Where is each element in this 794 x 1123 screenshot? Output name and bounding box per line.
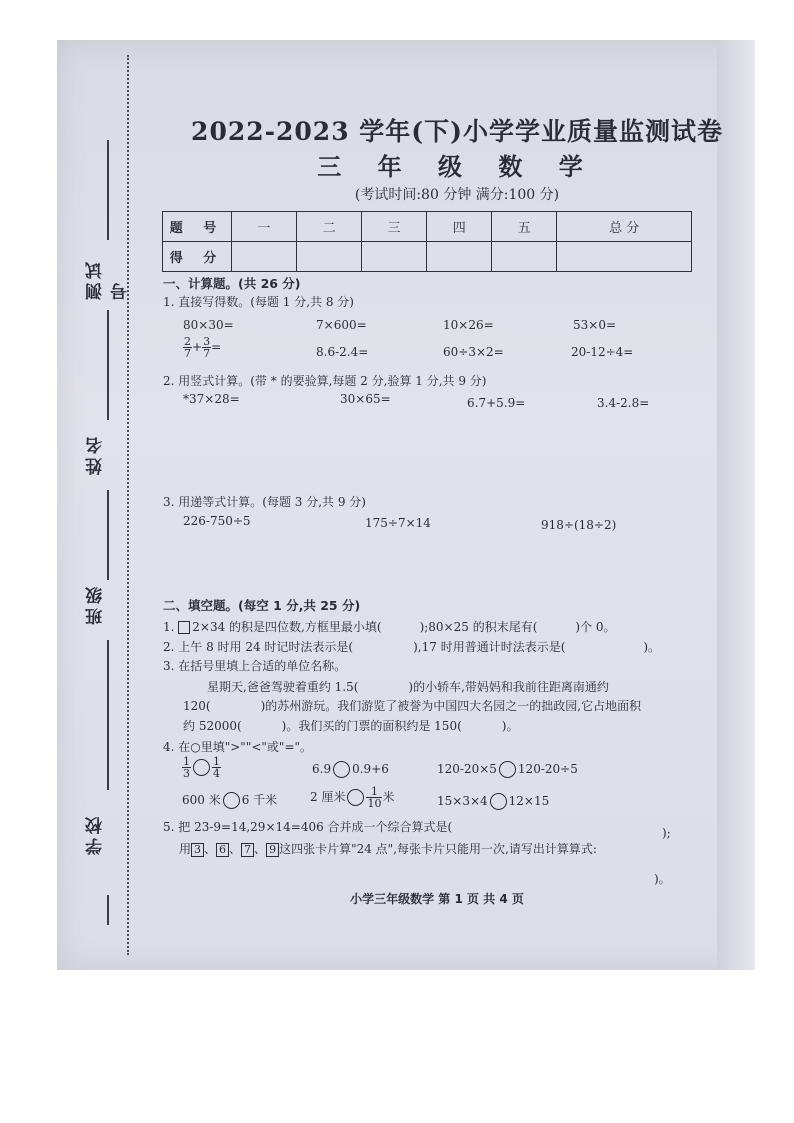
id-underline: [107, 140, 109, 240]
exam-info: (考试时间:80 分钟 满分:100 分): [354, 187, 560, 203]
q1-item: 10×26=: [443, 318, 494, 332]
compare-f: 15×3×4 12×15: [437, 794, 550, 808]
compare-circle[interactable]: [499, 761, 516, 778]
col-4: 四: [427, 212, 492, 242]
number-card: 3: [191, 843, 204, 857]
subject-title: 三 年 级 数 学: [317, 152, 597, 181]
compare-d: 600 米 6 千米: [182, 793, 278, 807]
binding-line: [127, 55, 131, 955]
compare-e: 2 厘米 $\frac{1}{10}$ 米: [310, 785, 395, 810]
score-cell[interactable]: [427, 242, 492, 272]
class-underline: [107, 490, 109, 580]
name-label: 姓名: [86, 433, 106, 475]
q2-item: 6.7+5.9=: [467, 396, 526, 410]
q1-label: 1. 直接写得数。(每题 1 分,共 8 分): [163, 295, 354, 309]
page-footer: 小学三年级数学 第 1 页 共 4 页: [350, 892, 524, 906]
q2-item: 3.4-2.8=: [597, 396, 650, 410]
fraction: $\frac{2}{7}$: [184, 335, 191, 360]
col-1: 一: [232, 212, 297, 242]
fraction: $\frac{1}{3}$: [183, 755, 190, 780]
fill-q6-end: )。: [654, 872, 671, 886]
exam-title: 2022-2023 学年(下)小学学业质量监测试卷: [191, 117, 723, 146]
compare-circle[interactable]: [490, 793, 507, 810]
compare-a: [182, 756, 221, 779]
fill-q3-label: 3. 在括号里填上合适的单位名称。: [163, 659, 347, 673]
q1-item: 20-12÷4=: [571, 345, 634, 359]
fraction: $\frac{1}{10}$: [367, 785, 382, 810]
fill-q1: 1. 2×34 的积是四位数,方框里最小填( );80×25 的积末尾有( )个 0。: [163, 620, 616, 634]
score-cell[interactable]: [557, 242, 692, 272]
fill-q3-line3: 约 52000( )。我们买的门票的面积约是 150( )。: [183, 719, 519, 733]
fraction: $\frac{3}{7}$: [203, 335, 211, 360]
score-cell[interactable]: [492, 242, 557, 272]
fill-q6: 用 3 、 6 、 7 、 9 这四张卡片算"24 点",每张卡片只能用一次,请写出计算算式:: [179, 842, 597, 856]
score-cell[interactable]: [297, 242, 362, 272]
compare-circle[interactable]: [333, 761, 350, 778]
fraction: $\frac{1}{4}$: [213, 755, 220, 780]
q3-item: 226-750÷5: [183, 514, 251, 528]
section2-heading: 二、填空题。(每空 1 分,共 25 分): [163, 598, 361, 613]
row-label-score: 得 分: [163, 242, 232, 272]
row-label-question: 题 号: [163, 212, 232, 242]
school-underline: [107, 640, 109, 790]
q2-item: *37×28=: [183, 392, 240, 406]
score-cell[interactable]: [232, 242, 297, 272]
class-label: 班级: [86, 583, 106, 625]
q1-fraction-item: $\frac{2}{7}$ + $\frac{3}{7}$ =: [184, 335, 222, 360]
name-underline: [107, 310, 109, 420]
q3-label: 3. 用递等式计算。(每题 3 分,共 9 分): [163, 495, 366, 509]
col-2: 二: [297, 212, 362, 242]
q1-item: 7×600=: [316, 318, 367, 332]
fill-q2: 2. 上午 8 时用 24 时记时法表示是( ),17 时用普通计时法表示是( )。: [163, 640, 661, 654]
fill-q3-line2: 120( )的苏州游玩。我们游览了被誉为中国四大名园之一的拙政园,它占地面积: [183, 699, 642, 713]
id-label: 测试号: [86, 258, 131, 300]
fill-q5-end: );: [662, 826, 671, 840]
q1-item: 53×0=: [573, 318, 617, 332]
q3-item: 918÷(18÷2): [541, 518, 617, 532]
q2-item: 30×65=: [340, 392, 391, 406]
col-total: 总 分: [557, 212, 692, 242]
bottom-mark: [107, 895, 109, 925]
q1-item: 80×30=: [183, 318, 234, 332]
number-card: 6: [216, 843, 229, 857]
score-cell[interactable]: [362, 242, 427, 272]
compare-circle[interactable]: [347, 789, 364, 806]
compare-b: 6.9 0.9+6: [312, 762, 389, 776]
q1-item: 8.6-2.4=: [316, 345, 369, 359]
section1-heading: 一、计算题。(共 26 分): [163, 276, 301, 291]
q2-label: 2. 用竖式计算。(带 * 的要验算,每题 2 分,验算 1 分,共 9 分): [163, 374, 487, 388]
fill-q4-label: 4. 在○里填">""<"或"="。: [163, 740, 313, 754]
fill-q5: 5. 把 23-9=14,29×14=406 合并成一个综合算式是(: [163, 820, 453, 834]
number-card: 7: [241, 843, 254, 857]
number-card: 9: [266, 843, 279, 857]
col-5: 五: [492, 212, 557, 242]
q1-item: 60÷3×2=: [443, 345, 504, 359]
scanned-page: [57, 40, 755, 970]
score-table: [162, 211, 692, 272]
school-label: 学校: [86, 813, 106, 855]
col-3: 三: [362, 212, 427, 242]
q3-item: 175÷7×14: [365, 516, 431, 530]
compare-circle[interactable]: [223, 792, 240, 809]
compare-circle[interactable]: [193, 759, 210, 776]
fill-q3-line1: 星期天,爸爸驾驶着重约 1.5( )的小轿车,带妈妈和我前往距离南通约: [207, 680, 609, 694]
blank-box-icon: [178, 621, 190, 634]
compare-c: 120-20×5 120-20÷5: [437, 762, 578, 776]
